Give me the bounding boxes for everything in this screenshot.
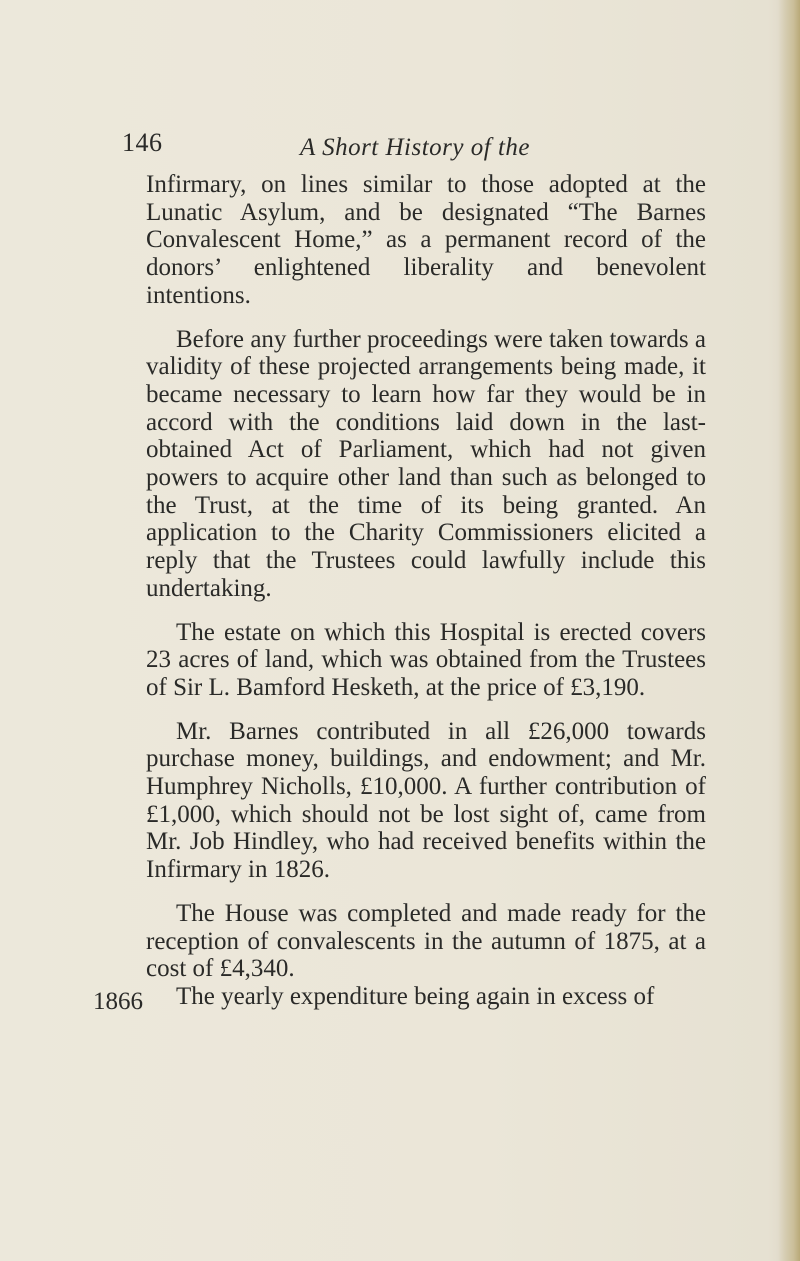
paragraph-contributions: Mr. Barnes contributed in all £26,000 towards purchase money, buildings, and endowment; and Mr. Humphrey Nicholls, £10,000. A further contribution of £1,000, which should not be lost sight of, came from Mr. Job Hindley, who had received benefits within the Infirmary in 1826. <box>146 717 706 884</box>
paragraph-estate: The estate on which this Hospital is erected covers 23 acres of land, which was obtained from the Trustees of Sir L. Bamford Hesketh, at the price of £3,190. <box>146 618 706 701</box>
paragraph-house-completed: The House was completed and made ready for the reception of convalescents in the autumn of 1875, at a cost of £4,340. <box>146 899 706 983</box>
paragraph-yearly-expenditure: The yearly expenditure being again in excess of <box>176 982 655 1010</box>
margin-year-note: 1866 <box>93 988 143 1015</box>
paragraph-continued: Infirmary, on lines similar to those adopted at the Lunatic Asylum, and be designated “The Barnes Convalescent Home,” as a permanent record of the donors’ enlightened liberality and benevolent intentions. <box>146 171 706 309</box>
paragraph-charity-commissioners: Before any further proceedings were taken towards a validity of these projected arrangements being made, it became necessary to learn how far they would be in accord with the conditions laid down in the last-obtained Act of Parliament, which had not given powers to acquire other land than such as belonged to the Trust, at the time of its being granted. An application to the Charity Commissioners elicited a reply that the Trustees could lawfully include this undertaking. <box>146 325 706 602</box>
running-title: A Short History of the <box>300 134 530 161</box>
page-edge-shadow <box>778 0 800 1261</box>
page-number: 146 <box>122 128 163 157</box>
body-text <box>146 171 706 1011</box>
page-header <box>0 128 800 168</box>
